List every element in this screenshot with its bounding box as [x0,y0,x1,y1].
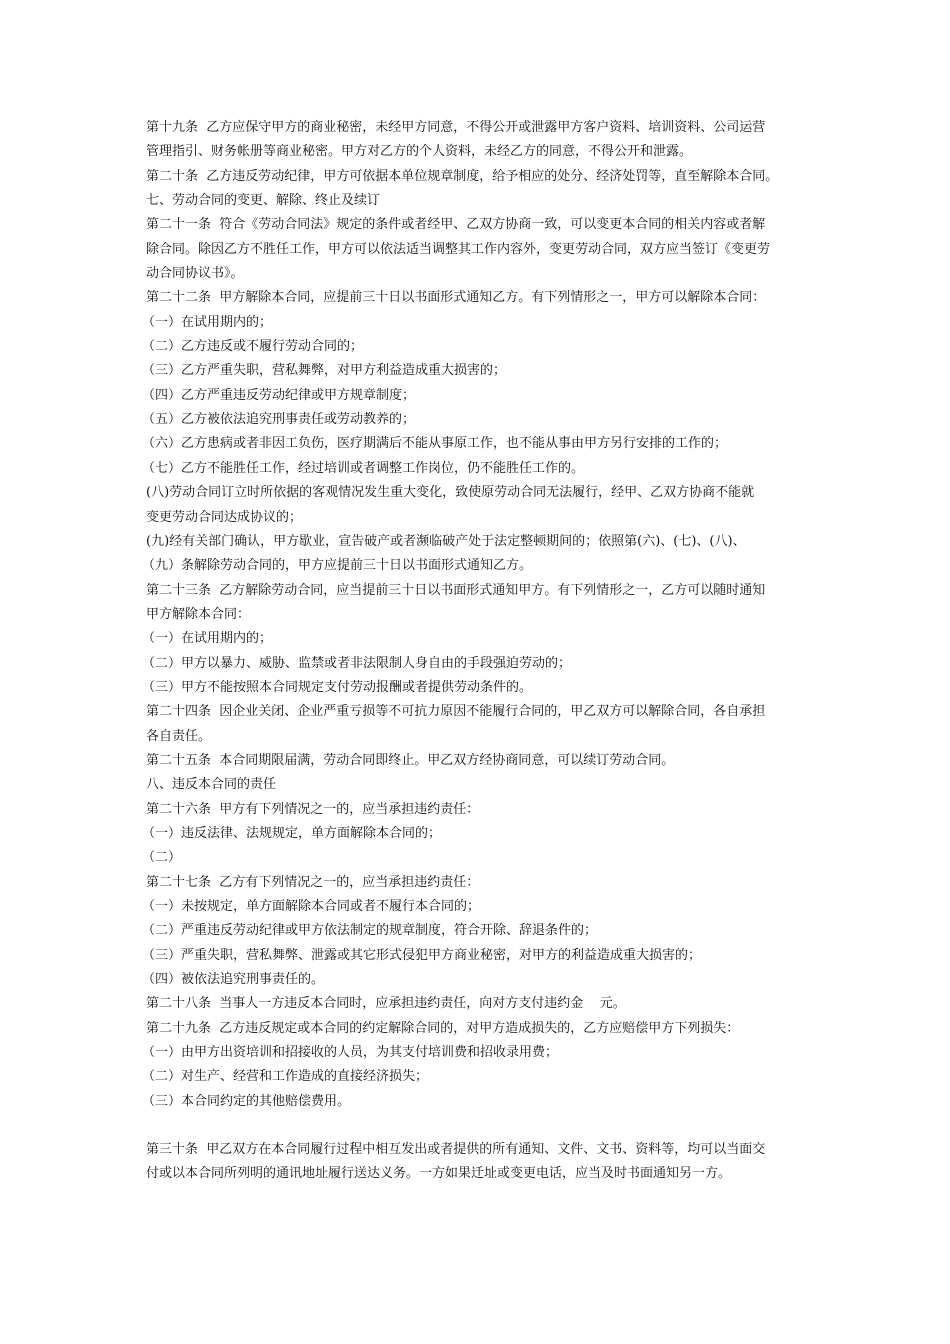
article-26-item-1: （一）违反法律、法规规定，单方面解除本合同的； [142,825,442,841]
article-21-line-1: 第二十一条 符合《劳动合同法》规定的条件或者经甲、乙双方协商一致，可以变更本合同的相关内容或者解 [146,217,766,233]
article-23-item-3: （三）甲方不能按照本合同规定支付劳动报酬或者提供劳动条件的。 [142,679,533,695]
article-22-item-3: （三）乙方严重失职，营私舞弊，对甲方利益造成重大损害的； [142,363,507,379]
article-23-item-1: （一）在试用期内的； [142,631,273,647]
article-26-item-2: （二） [142,850,182,866]
article-22-item-5: （五）乙方被依法追究刑事责任或劳动教养的； [142,412,416,428]
article-22-item-9-line-1: (九)经有关部门确认，甲方歇业，宣告破产或者濒临破产处于法定整顿期间的；依照第(六)、(七)、(八)、 [146,533,746,549]
article-30-line-2: 付或以本合同所列明的通讯地址履行送达义务。一方如果迁址或变更电话，应当及时书面通知另一方。 [146,1166,732,1182]
contract-document [142,116,816,1187]
article-24-line-2: 各自责任。 [146,728,212,744]
article-27-item-4: （四）被依法追究刑事责任的。 [142,972,325,988]
article-22-intro: 第二十二条 甲方解除本合同，应提前三十日以书面形式通知乙方。有下列情形之一，甲方可以解除本合同： [146,290,766,306]
article-29-item-1: （一）由甲方出资培训和招接收的人员，为其支付培训费和招收录用费； [142,1045,559,1061]
article-21-line-3: 动合同协议书》。 [146,266,244,282]
article-28: 第二十八条 当事人一方违反本合同时，应承担违约责任，向对方支付违约金 元。 [146,996,626,1012]
article-19-line-2: 管理指引、财务帐册等商业秘密。甲方对乙方的个人资料，未经乙方的同意，不得公开和泄露。 [146,144,693,160]
article-21-line-2: 除合同。除因乙方不胜任工作，甲方可以依法适当调整其工作内容外，变更劳动合同，双方应当签订《变更劳 [146,241,771,257]
article-23-line-2: 甲方解除本合同： [146,606,251,622]
article-20: 第二十条 乙方违反劳动纪律，甲方可依据本单位规章制度，给予相应的处分、经济处罚等，直至解除本合同。 [146,168,779,184]
article-22-item-8-line-1: (八)劳动合同订立时所依据的客观情况发生重大变化，致使原劳动合同无法履行，经甲、乙双方协商不能就 [146,485,755,501]
article-27-item-1: （一）未按规定，单方面解除本合同或者不履行本合同的； [142,899,481,914]
article-23-line-1: 第二十三条 乙方解除劳动合同，应当提前三十日以书面形式通知甲方。有下列情形之一，乙方可以随时通知 [146,582,766,598]
article-23-item-2: （二）甲方以暴力、威胁、监禁或者非法限制人身自由的手段强迫劳动的； [142,655,572,671]
article-19-line-1: 第十九条 乙方应保守甲方的商业秘密，未经甲方同意，不得公开或泄露甲方客户资料、培训资料、公司运营 [146,120,766,135]
article-29-item-2: （二）对生产、经营和工作造成的直接经济损失； [142,1069,429,1085]
article-22-item-2: （二）乙方违反或不履行劳动合同的； [142,339,364,355]
article-27-intro: 第二十七条 乙方有下列情况之一的，应当承担违约责任： [146,874,480,890]
article-24-line-1: 第二十四条 因企业关闭、企业严重亏损等不可抗力原因不能履行合同的，甲乙双方可以解除合同，各自承担 [146,704,766,720]
article-29-item-3: （三）本合同约定的其他赔偿费用。 [142,1093,351,1109]
article-29-intro: 第二十九条 乙方违反规定或本合同的约定解除合同的，对甲方造成损失的，乙方应赔偿甲方下列损失： [146,1020,740,1036]
article-22-item-1: （一）在试用期内的； [142,314,273,330]
section-7-heading: 七、劳动合同的变更、解除、终止及续订 [146,193,381,209]
article-22-item-8-line-2: 变更劳动合同达成协议的； [146,509,303,525]
article-22-item-9-line-2: （九）条解除劳动合同的，甲方应提前三十日以书面形式通知乙方。 [142,558,533,574]
article-22-item-7: （七）乙方不能胜任工作，经过培训或者调整工作岗位，仍不能胜任工作的。 [142,460,585,476]
section-8-heading: 八、违反本合同的责任 [146,777,277,793]
article-27-item-3: （三）严重失职，营私舞弊、泄露或其它形式侵犯甲方商业秘密，对甲方的利益造成重大损害的； [142,947,702,963]
paragraph-spacer [146,1114,816,1138]
article-22-item-4: （四）乙方严重违反劳动纪律或甲方规章制度； [142,387,416,403]
article-30-line-1: 第三十条 甲乙双方在本合同履行过程中相互发出或者提供的所有通知、文件、文书、资料等，均可以当面交 [146,1142,766,1158]
article-25: 第二十五条 本合同期限届满，劳动合同即终止。甲乙双方经协商同意，可以续订劳动合同。 [146,752,675,768]
article-26-intro: 第二十六条 甲方有下列情况之一的，应当承担违约责任： [146,801,480,817]
article-22-item-6: （六）乙方患病或者非因工负伤，医疗期满后不能从事原工作，也不能从事由甲方另行安排的工作的； [142,436,728,452]
article-27-item-2: （二）严重违反劳动纪律或甲方依法制定的规章制度，符合开除、辞退条件的； [142,923,598,939]
